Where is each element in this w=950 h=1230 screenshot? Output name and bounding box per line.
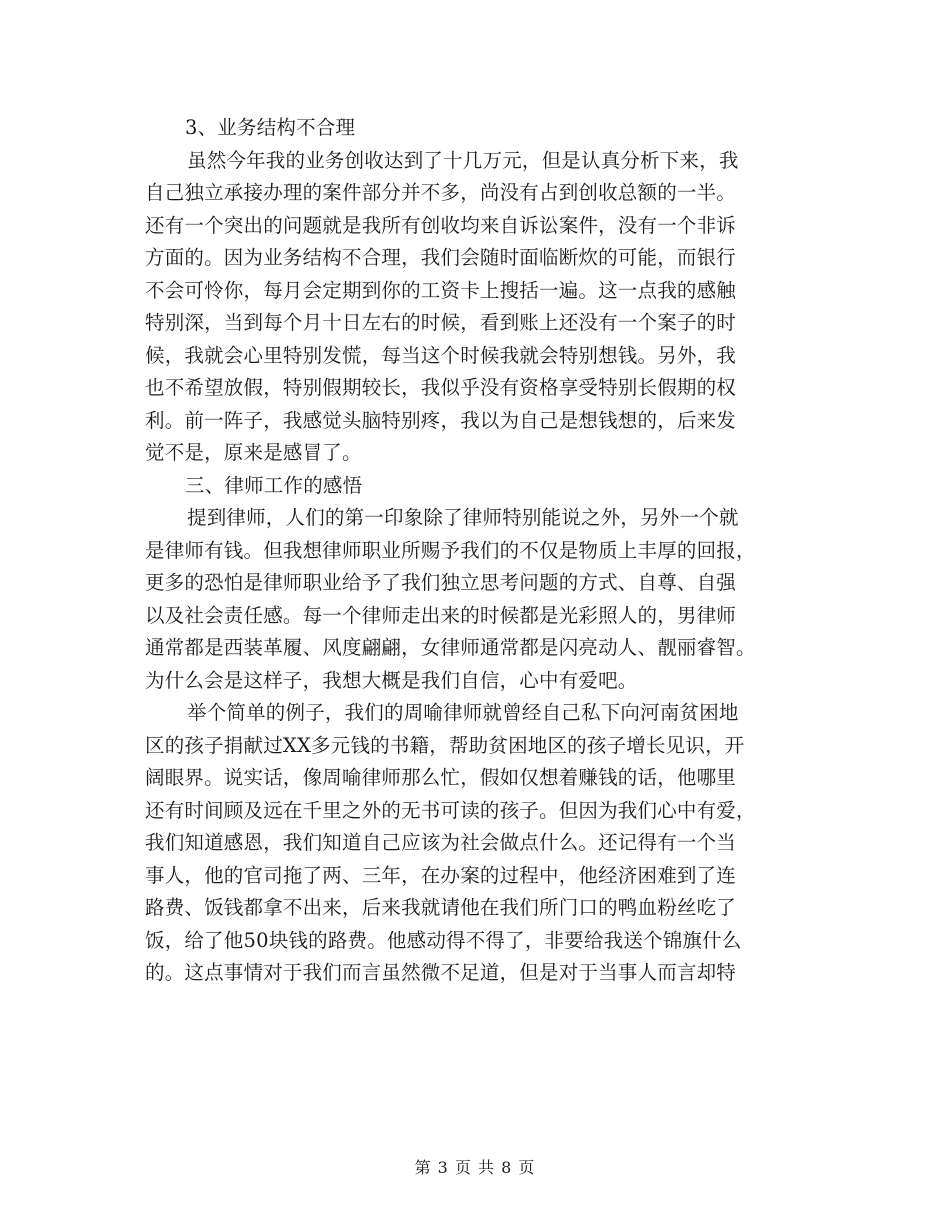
paragraph [145,502,805,697]
text-line: 候，我就会心里特别发慌，每当这个时候我就会特别想钱。另外，我 [145,343,737,367]
text-line: 还有一个突出的问题就是我所有创收均来自诉讼案件，没有一个非诉 [145,213,737,237]
text-line: 事人，他的官司拖了两、三年，在办案的过程中，他经济困难到了连 [145,863,737,887]
text-line: 还有时间顾及远在千里之外的无书可读的孩子。但因为我们心中有爱， [145,798,756,822]
text-line: 方面的。因为业务结构不合理，我们会随时面临断炊的可能，而银行 [145,246,737,269]
text-line: 通常都是西装革履、风度翩翩，女律师通常都是闪亮动人、靓丽睿智。 [145,636,756,659]
paragraph [145,145,805,470]
text-line: 更多的恐怕是律师职业给予了我们独立思考问题的方式、自尊、自强 [145,571,737,594]
text-line: 为什么会是这样子，我想大概是我们自信，心中有爱吧。 [145,668,638,692]
text-line: 不会可怜你，每月会定期到你的工资卡上搜括一遍。这一点我的感触 [145,278,737,302]
page-number-footer: 第 3 页 共 8 页 [414,1158,536,1177]
text-line: 路费、饭钱都拿不出来，后来我就请他在我们所门口的鸭血粉丝吃了 [145,896,737,919]
text-line: 以及社会责任感。每一个律师走出来的时候都是光彩照人的，男律师 [145,603,737,627]
document-body [145,112,805,990]
text-line: 举个简单的例子，我们的周喻律师就曾经自己私下向河南贫困地 [187,701,739,724]
section-heading: 三、律师工作的感悟 [185,473,363,497]
text-line: 饭，给了他50块钱的路费。他感动得不得了，非要给我送个锦旗什么 [145,928,742,952]
text-line: 利。前一阵子，我感觉头脑特别疼，我以为自己是想钱想的，后来发 [145,408,737,432]
text-line: 的。这点事情对于我们而言虽然微不足道，但是对于当事人而言却特 [145,961,737,984]
text-line: 区的孩子捐献过XX多元钱的书籍，帮助贫困地区的孩子增长见识，开 [145,733,745,757]
text-line: 是律师有钱。但我想律师职业所赐予我们的不仅是物质上丰厚的回报， [145,538,756,562]
text-line: 自己独立承接办理的案件部分并不多，尚没有占到创收总额的一半。 [145,181,737,204]
paragraph [145,697,805,990]
text-line: 觉不是，原来是感冒了。 [145,441,362,464]
text-line: 特别深，当到每个月十日左右的时候，看到账上还没有一个案子的时 [145,311,737,334]
text-line: 我们知道感恩，我们知道自己应该为社会做点什么。还记得有一个当 [145,831,737,854]
text-line: 虽然今年我的业务创收达到了十几万元，但是认真分析下来，我 [187,148,739,172]
text-line: 阔眼界。说实话，像周喻律师那么忙，假如仅想着赚钱的话，他哪里 [145,766,737,789]
section-heading: 3、业务结构不合理 [185,116,356,139]
text-line: 也不希望放假，特别假期较长，我似乎没有资格享受特别长假期的权 [145,376,737,399]
text-line: 提到律师，人们的第一印象除了律师特别能说之外，另外一个就 [187,506,739,529]
